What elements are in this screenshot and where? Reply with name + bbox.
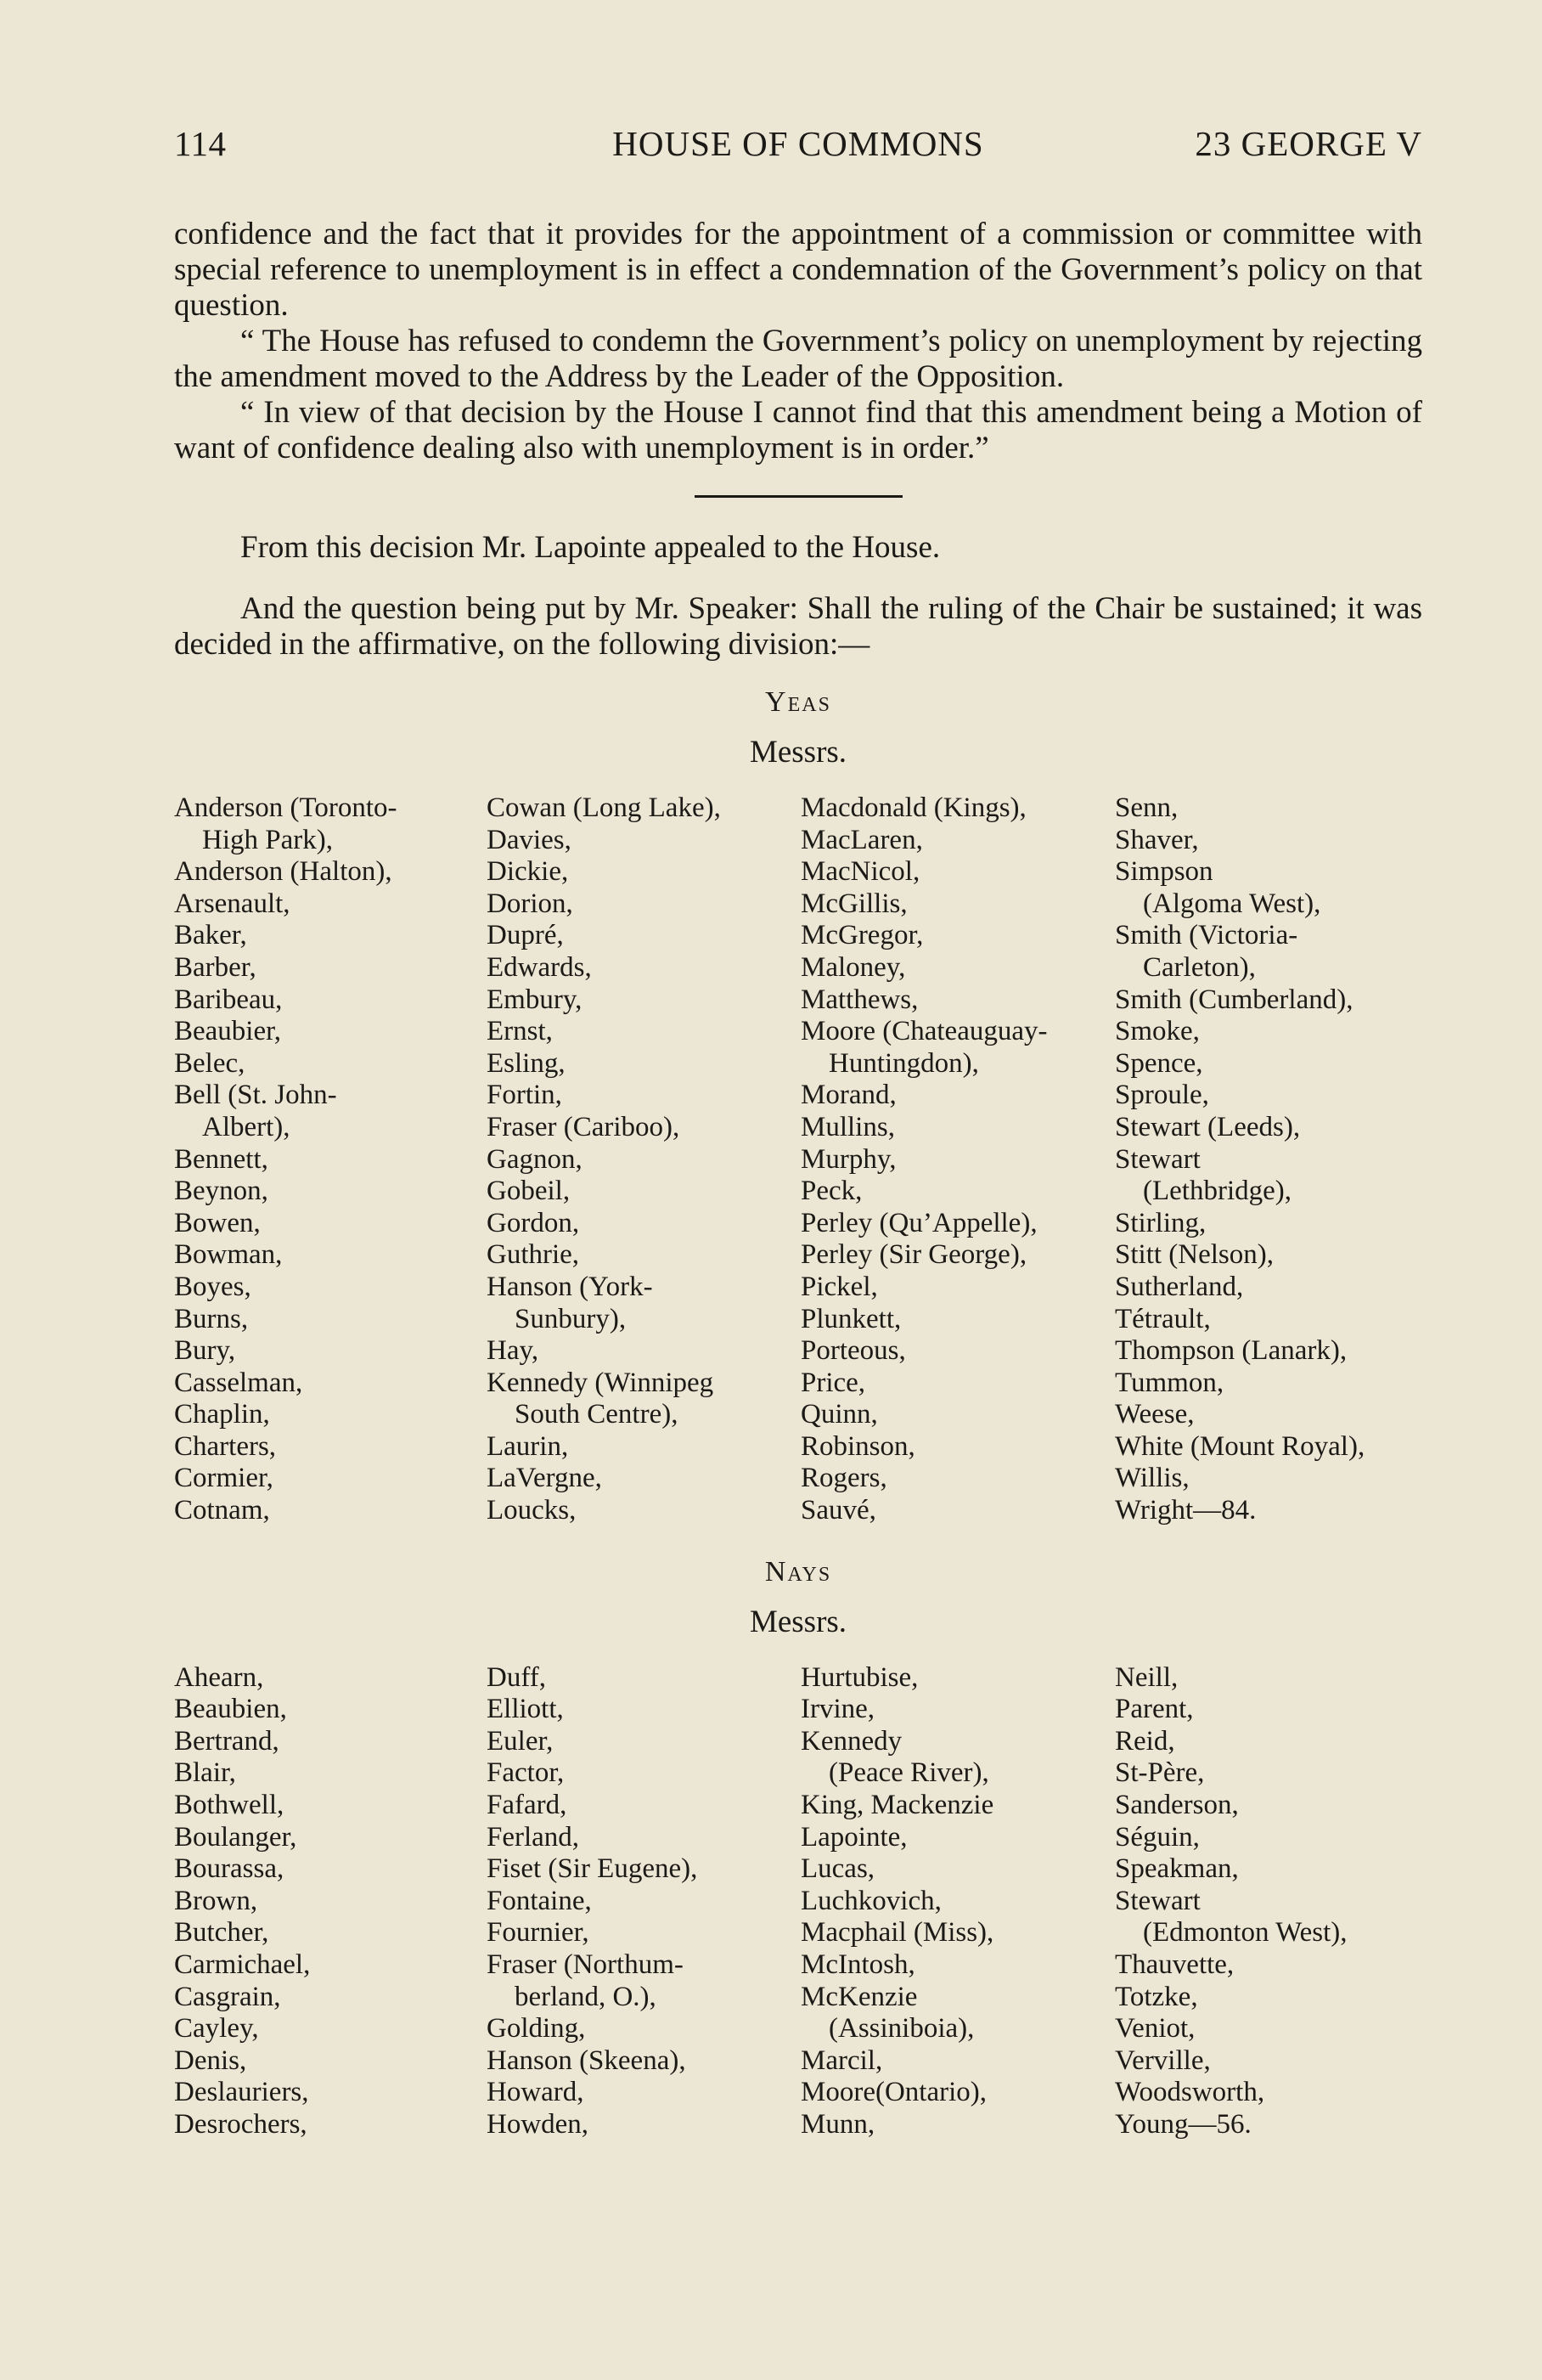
- yeas-member-name: Perley (Qu’Appelle),: [801, 1207, 1038, 1238]
- yeas-member-name: High Park),: [202, 824, 333, 855]
- nays-member-name: Carmichael,: [174, 1949, 311, 1980]
- nays-member-name: Desrochers,: [174, 2108, 307, 2140]
- yeas-member-name: Davies,: [487, 824, 571, 855]
- nays-member-name: Boulanger,: [174, 1821, 297, 1853]
- yeas-member-name: Charters,: [174, 1430, 277, 1462]
- nays-member-name: (Peace River),: [829, 1757, 989, 1789]
- yeas-member-name: Matthews,: [801, 984, 919, 1015]
- yeas-member-name: Dupré,: [487, 920, 564, 951]
- yeas-member-name: Moore (Chateauguay-: [801, 1016, 1048, 1047]
- yeas-member-name: Price,: [801, 1367, 866, 1398]
- nays-member-name: Cayley,: [174, 2013, 259, 2044]
- nays-member-name: Fiset (Sir Eugene),: [487, 1853, 698, 1885]
- yeas-member-name: Sauvé,: [801, 1495, 876, 1526]
- yeas-member-name: Kennedy (Winnipeg: [487, 1367, 714, 1398]
- yeas-column-4: [1115, 792, 1422, 1527]
- nays-member-name: Luchkovich,: [801, 1885, 942, 1916]
- nays-member-name: Veniot,: [1115, 2013, 1196, 2044]
- yeas-member-name: Stewart (Leeds),: [1115, 1111, 1301, 1142]
- yeas-member-name: Fraser (Cariboo),: [487, 1111, 680, 1142]
- yeas-member-name: Cowan (Long Lake),: [487, 792, 721, 823]
- yeas-member-name: (Lethbridge),: [1143, 1176, 1292, 1207]
- nays-member-name: Casgrain,: [174, 1981, 281, 2012]
- yeas-member-name: Albert),: [202, 1111, 290, 1142]
- yeas-member-name: South Centre),: [515, 1399, 678, 1430]
- nays-column-3: [801, 1662, 1115, 2141]
- nays-member-name: Irvine,: [801, 1694, 875, 1725]
- yeas-member-name: Edwards,: [487, 951, 592, 983]
- yeas-member-name: Ernst,: [487, 1016, 553, 1047]
- yeas-member-name: Guthrie,: [487, 1239, 580, 1271]
- nays-member-name: Bothwell,: [174, 1790, 284, 1821]
- yeas-member-name: Weese,: [1115, 1399, 1195, 1430]
- nays-member-name: Bourassa,: [174, 1853, 284, 1885]
- yeas-member-name: Peck,: [801, 1176, 863, 1207]
- ruling-paragraph-3: “ In view of that decision by the House I cannot find that this amendment being a Motion of want of confidence dealing also with unemployment is in order.”: [174, 395, 1422, 465]
- yeas-heading: Yeas: [765, 686, 831, 718]
- yeas-member-name: Bennett,: [174, 1143, 268, 1175]
- yeas-member-name: Rogers,: [801, 1463, 887, 1494]
- yeas-member-name: Maloney,: [801, 951, 906, 983]
- section-divider: [695, 495, 903, 498]
- yeas-member-name: Burns,: [174, 1303, 249, 1334]
- page-header: [174, 115, 1422, 174]
- nays-member-name: McIntosh,: [801, 1949, 915, 1980]
- yeas-member-name: Macdonald (Kings),: [801, 792, 1027, 823]
- nays-member-name: Parent,: [1115, 1694, 1194, 1725]
- nays-member-name: Elliott,: [487, 1694, 564, 1725]
- yeas-member-name: Dickie,: [487, 856, 569, 888]
- yeas-member-name: Willis,: [1115, 1463, 1190, 1494]
- nays-member-name: King, Mackenzie: [801, 1790, 994, 1821]
- nays-member-name: Bertrand,: [174, 1725, 279, 1757]
- yeas-member-name: Stitt (Nelson),: [1115, 1239, 1274, 1271]
- yeas-messrs: Messrs.: [749, 735, 847, 770]
- nays-name-columns: [174, 1662, 1422, 2141]
- yeas-member-name: White (Mount Royal),: [1115, 1430, 1365, 1462]
- yeas-member-name: Anderson (Toronto-: [174, 792, 397, 823]
- yeas-member-name: Simpson: [1115, 856, 1213, 888]
- yeas-member-name: Barber,: [174, 951, 256, 983]
- nays-member-name: Reid,: [1115, 1725, 1175, 1757]
- yeas-member-name: Huntingdon),: [829, 1047, 979, 1079]
- nays-messrs: Messrs.: [749, 1604, 847, 1639]
- nays-member-name: Brown,: [174, 1885, 258, 1916]
- yeas-member-name: Embury,: [487, 984, 582, 1015]
- nays-member-name: Duff,: [487, 1661, 546, 1693]
- yeas-member-name: Senn,: [1115, 792, 1179, 823]
- yeas-member-name: Baribeau,: [174, 984, 283, 1015]
- nays-member-name: Stewart: [1115, 1885, 1201, 1916]
- yeas-member-name: Chaplin,: [174, 1399, 270, 1430]
- yeas-member-name: Fortin,: [487, 1080, 562, 1111]
- nays-member-name: Howden,: [487, 2108, 589, 2140]
- yeas-member-name: Stirling,: [1115, 1207, 1207, 1238]
- journal-page: [174, 115, 1422, 2141]
- yeas-member-name: Beynon,: [174, 1176, 268, 1207]
- nays-member-name: Thauvette,: [1115, 1949, 1235, 1980]
- yeas-member-name: Bury,: [174, 1335, 236, 1367]
- yeas-member-name: Belec,: [174, 1047, 245, 1079]
- question-paragraph: And the question being put by Mr. Speaker: Shall the ruling of the Chair be sustained; it was decided in the affirmative, on the following division:—: [174, 591, 1422, 662]
- yeas-member-name: Mullins,: [801, 1111, 895, 1142]
- nays-member-name: Factor,: [487, 1757, 565, 1789]
- nays-heading: Nays: [764, 1555, 832, 1588]
- yeas-member-name: Thompson (Lanark),: [1115, 1335, 1348, 1367]
- nays-member-name: Blair,: [174, 1757, 236, 1789]
- yeas-member-name: Smoke,: [1115, 1016, 1200, 1047]
- yeas-member-name: Casselman,: [174, 1367, 303, 1398]
- nays-member-name: Fournier,: [487, 1917, 589, 1949]
- nays-member-name: Macphail (Miss),: [801, 1917, 994, 1949]
- nays-column-2: [487, 1662, 801, 2141]
- nays-member-name: Séguin,: [1115, 1821, 1200, 1853]
- yeas-member-name: Sunbury),: [515, 1303, 627, 1334]
- yeas-member-name: Sutherland,: [1115, 1271, 1244, 1302]
- nays-member-name: Lapointe,: [801, 1821, 908, 1853]
- yeas-member-name: Bowman,: [174, 1239, 283, 1271]
- nays-member-name: Moore(Ontario),: [801, 2077, 988, 2108]
- yeas-member-name: Gobeil,: [487, 1176, 571, 1207]
- nays-member-name: Fafard,: [487, 1790, 567, 1821]
- yeas-member-name: Cotnam,: [174, 1495, 270, 1526]
- yeas-member-name: Tummon,: [1115, 1367, 1224, 1398]
- nays-member-name: Speakman,: [1115, 1853, 1239, 1885]
- yeas-member-name: Sproule,: [1115, 1080, 1209, 1111]
- yeas-member-name: Spence,: [1115, 1047, 1203, 1079]
- yeas-member-name: Perley (Sir George),: [801, 1239, 1027, 1271]
- yeas-member-name: McGregor,: [801, 920, 924, 951]
- nays-member-name: Kennedy: [801, 1725, 903, 1757]
- yeas-member-name: Cormier,: [174, 1463, 273, 1494]
- yeas-member-name: Plunkett,: [801, 1303, 902, 1334]
- nays-member-name: Hanson (Skeena),: [487, 2044, 686, 2076]
- yeas-member-name: Boyes,: [174, 1271, 251, 1302]
- nays-member-name: Fraser (Northum-: [487, 1949, 684, 1980]
- nays-member-name: berland, O.),: [515, 1981, 656, 2012]
- nays-member-name: Ferland,: [487, 1821, 580, 1853]
- nays-member-name: Denis,: [174, 2044, 247, 2076]
- yeas-member-name: Pickel,: [801, 1271, 878, 1302]
- yeas-column-2: [487, 792, 801, 1527]
- nays-member-name: Munn,: [801, 2108, 875, 2140]
- nays-member-name: Fontaine,: [487, 1885, 592, 1916]
- yeas-member-name: Shaver,: [1115, 824, 1199, 855]
- yeas-member-name: Stewart: [1115, 1143, 1201, 1175]
- nays-member-name: (Edmonton West),: [1143, 1917, 1348, 1949]
- yeas-member-name: Bell (St. John-: [174, 1080, 337, 1111]
- yeas-member-name: Gordon,: [487, 1207, 580, 1238]
- nays-column-1: [174, 1662, 487, 2141]
- yeas-column-1: [174, 792, 487, 1527]
- yeas-member-name: Murphy,: [801, 1143, 897, 1175]
- yeas-member-name: Carleton),: [1143, 951, 1256, 983]
- ruling-paragraph-1: confidence and the fact that it provides for the appointment of a commission or committee with special reference to unemployment is in effect a condemnation of the Government’s policy on that question.: [174, 217, 1422, 323]
- yeas-member-name: Smith (Victoria-: [1115, 920, 1298, 951]
- yeas-member-name: Smith (Cumberland),: [1115, 984, 1353, 1015]
- yeas-member-name: McGillis,: [801, 888, 908, 919]
- nays-member-name: Lucas,: [801, 1853, 875, 1885]
- nays-member-name: Sanderson,: [1115, 1790, 1239, 1821]
- yeas-member-name: Anderson (Halton),: [174, 856, 392, 888]
- nays-member-name: St-Père,: [1115, 1757, 1205, 1789]
- yeas-member-name: Morand,: [801, 1080, 897, 1111]
- nays-member-name: Verville,: [1115, 2044, 1211, 2076]
- nays-member-name: Young—56.: [1115, 2108, 1252, 2140]
- yeas-member-name: Laurin,: [487, 1430, 569, 1462]
- yeas-name-columns: [174, 792, 1422, 1527]
- nays-member-name: Hurtubise,: [801, 1661, 919, 1693]
- ruling-paragraph-2: “ The House has refused to condemn the Government’s policy on unemployment by rejecting the amendment moved to the Address by the Leader of the Opposition.: [174, 324, 1422, 394]
- nays-member-name: (Assiniboia),: [829, 2013, 975, 2044]
- nays-member-name: Howard,: [487, 2077, 584, 2108]
- yeas-member-name: MacNicol,: [801, 856, 920, 888]
- yeas-member-name: Tétrault,: [1115, 1303, 1211, 1334]
- running-title: HOUSE OF COMMONS: [612, 124, 984, 163]
- nays-member-name: Deslauriers,: [174, 2077, 309, 2108]
- yeas-column-3: [801, 792, 1115, 1527]
- yeas-member-name: Hanson (York-: [487, 1271, 653, 1302]
- page-number: 114: [174, 124, 227, 163]
- yeas-member-name: Beaubier,: [174, 1016, 282, 1047]
- yeas-member-name: Loucks,: [487, 1495, 577, 1526]
- nays-member-name: Euler,: [487, 1725, 554, 1757]
- yeas-member-name: Esling,: [487, 1047, 566, 1079]
- yeas-member-name: Arsenault,: [174, 888, 290, 919]
- yeas-member-name: LaVergne,: [487, 1463, 602, 1494]
- nays-member-name: Woodsworth,: [1115, 2077, 1265, 2108]
- nays-member-name: Marcil,: [801, 2044, 883, 2076]
- yeas-member-name: Robinson,: [801, 1430, 915, 1462]
- appeal-paragraph: From this decision Mr. Lapointe appealed to the House.: [240, 530, 941, 565]
- yeas-member-name: Hay,: [487, 1335, 539, 1367]
- yeas-member-name: Dorion,: [487, 888, 573, 919]
- regnal-year: 23 GEORGE V: [1195, 124, 1422, 163]
- nays-member-name: Beaubien,: [174, 1694, 287, 1725]
- yeas-member-name: MacLaren,: [801, 824, 923, 855]
- yeas-member-name: Gagnon,: [487, 1143, 582, 1175]
- nays-column-4: [1115, 1662, 1422, 2141]
- nays-member-name: Totzke,: [1115, 1981, 1198, 2012]
- nays-member-name: Golding,: [487, 2013, 586, 2044]
- nays-member-name: Butcher,: [174, 1917, 269, 1949]
- yeas-member-name: Quinn,: [801, 1399, 878, 1430]
- yeas-member-name: Wright—84.: [1115, 1495, 1257, 1526]
- yeas-member-name: Bowen,: [174, 1207, 261, 1238]
- yeas-member-name: Porteous,: [801, 1335, 906, 1367]
- yeas-member-name: (Algoma West),: [1143, 888, 1321, 919]
- nays-member-name: Neill,: [1115, 1661, 1179, 1693]
- yeas-member-name: Baker,: [174, 920, 247, 951]
- nays-member-name: Ahearn,: [174, 1661, 264, 1693]
- nays-member-name: McKenzie: [801, 1981, 918, 2012]
